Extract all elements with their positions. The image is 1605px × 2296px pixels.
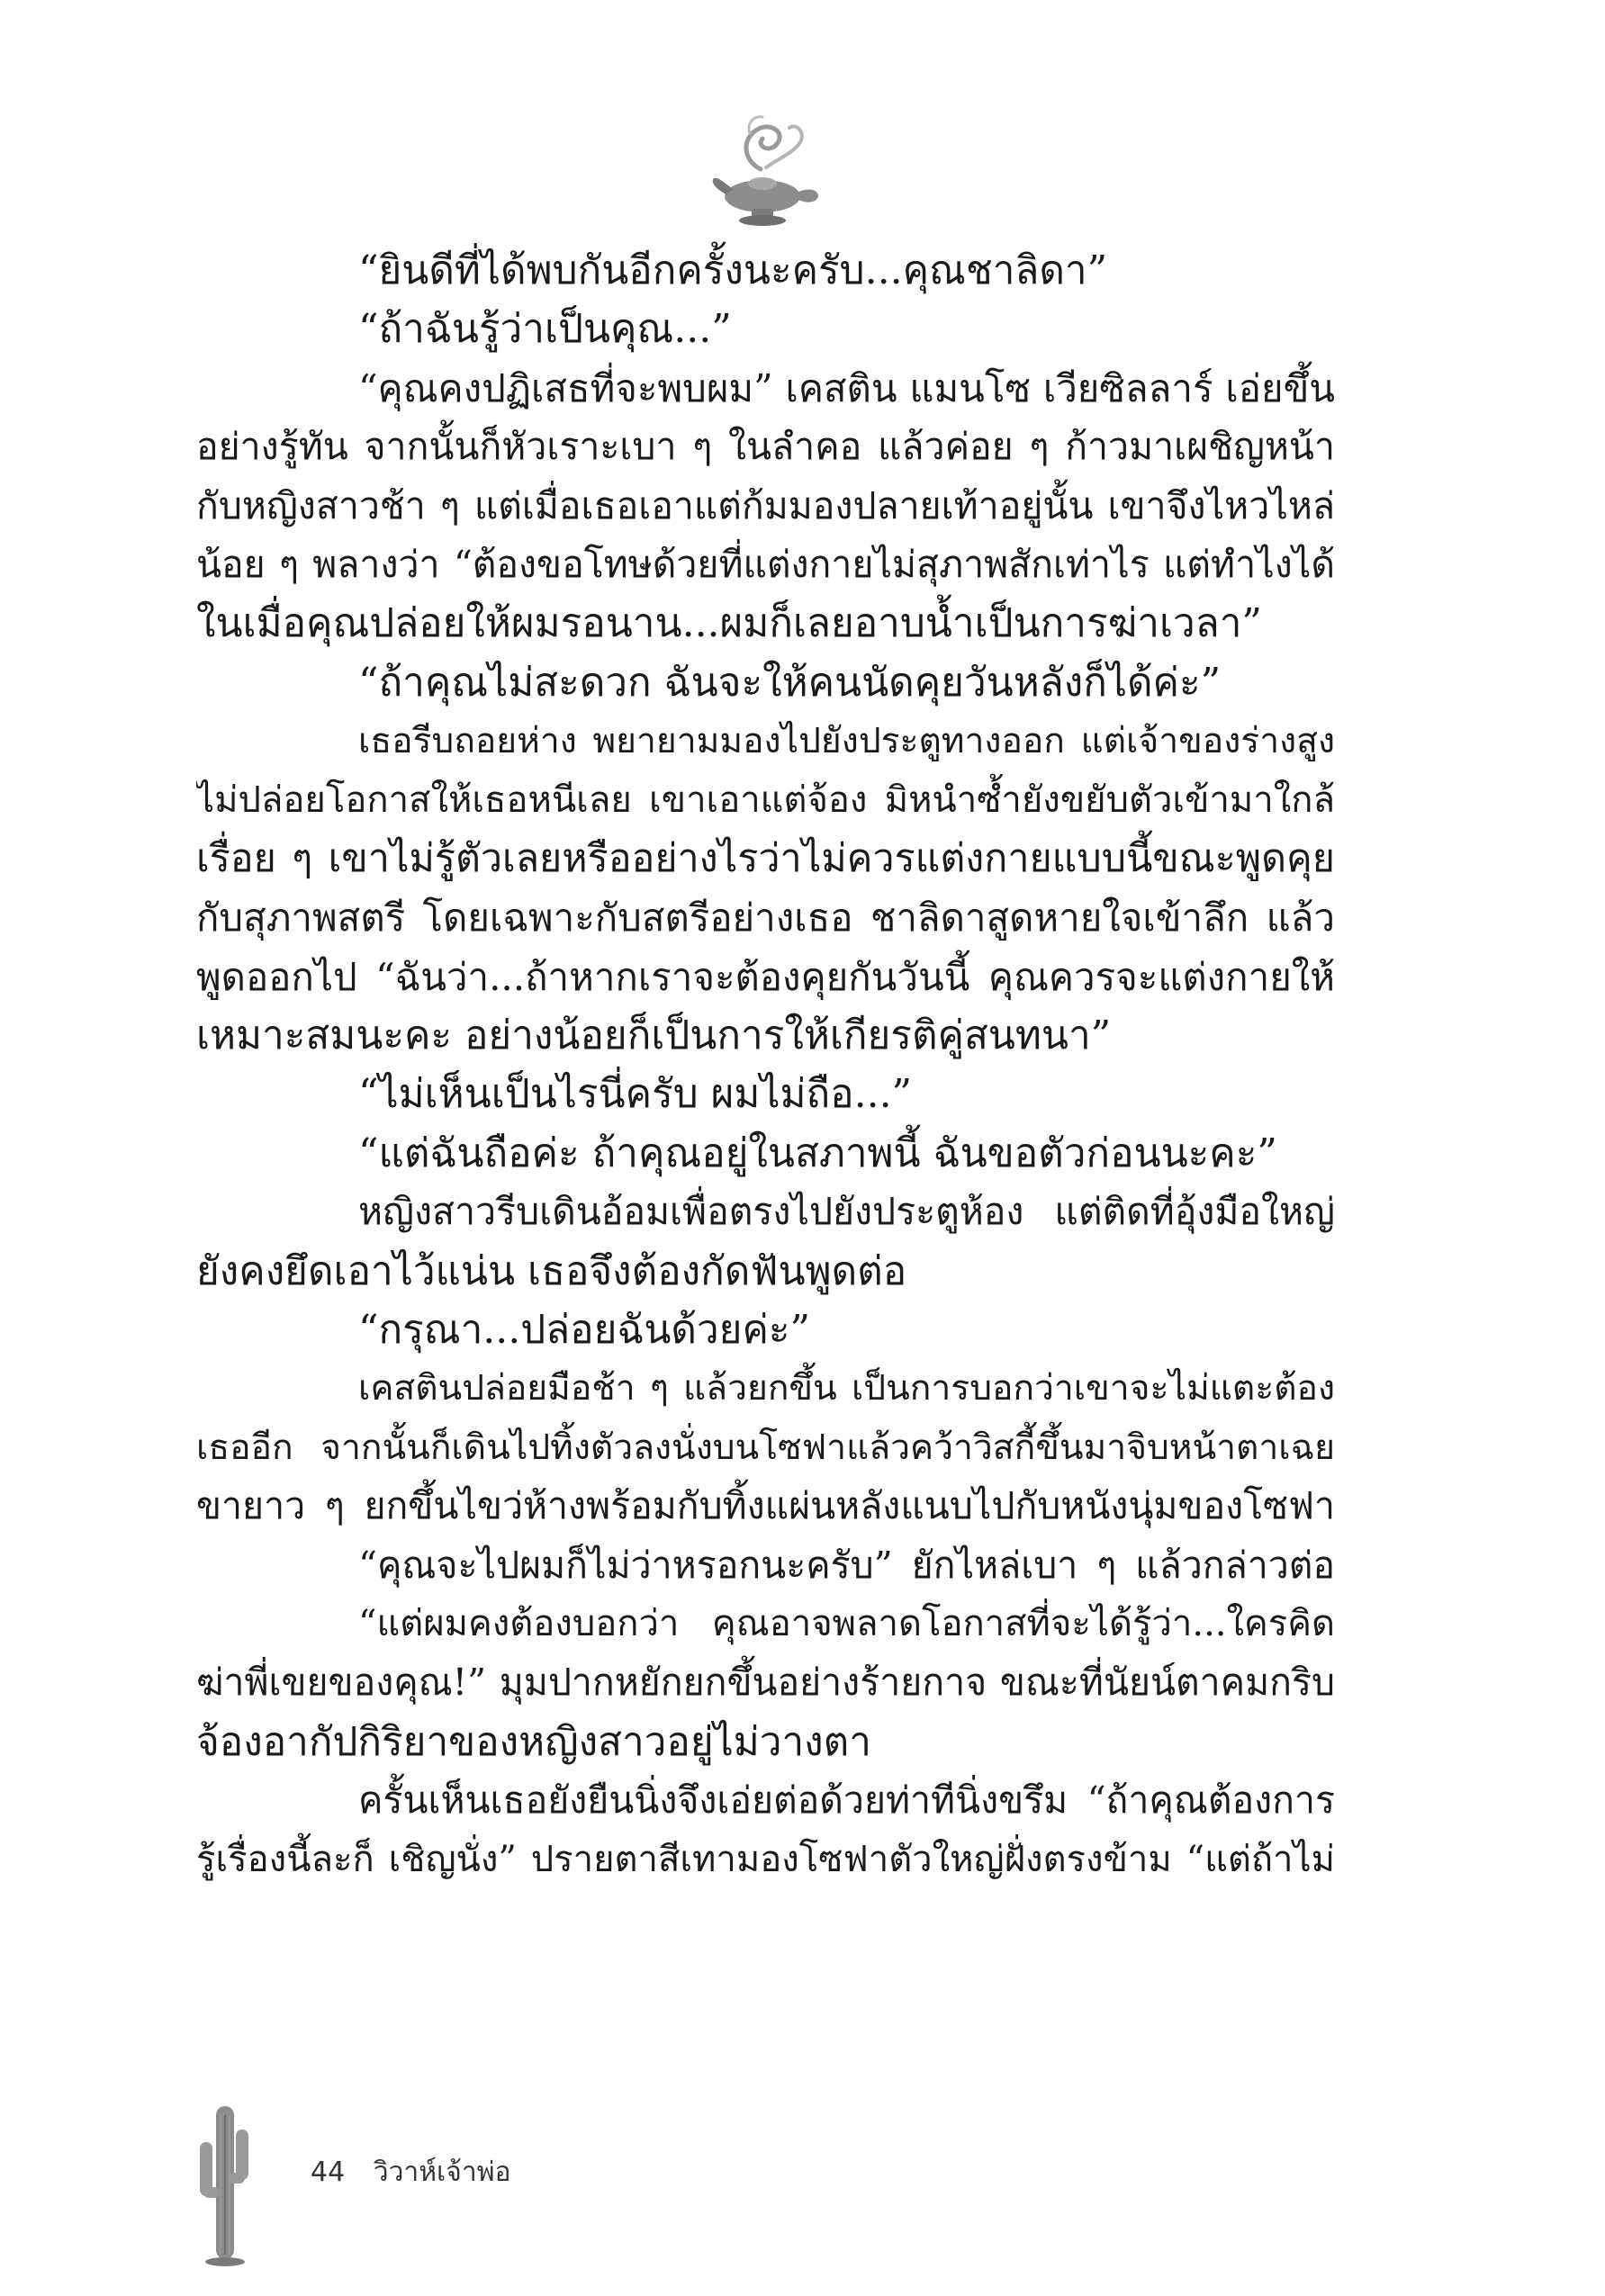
page-number: 44 bbox=[311, 2156, 346, 2188]
text-line: เหมาะสมนะคะ อย่างน้อยก็เป็นการให้เกียรติคู่สนทนา” bbox=[196, 1013, 1112, 1059]
text-line: เรื่อย ๆ เขาไม่รู้ตัวเลยหรืออย่างไรว่าไม่ควรแต่งกายแบบนี้ขณะพูดคุย bbox=[196, 835, 1335, 881]
text-line: ยังคงยึดเอาไว้แน่น เธอจึงต้องกัดฟันพูดต่อ bbox=[196, 1247, 907, 1294]
body-text bbox=[196, 241, 1335, 1889]
text-line: “แต่ผมคงต้องบอกว่า คุณอาจพลาดโอกาสที่จะได้รู้ว่า...ใครคิด bbox=[358, 1602, 1335, 1644]
text-line: “ถ้าคุณไม่สะดวก ฉันจะให้คนนัดคุยวันหลังก็ได้ค่ะ” bbox=[358, 659, 1222, 706]
text-line: จ้องอากัปกิริยาของหญิงสาวอยู่ไม่วางตา bbox=[196, 1718, 871, 1765]
text-line: “คุณคงปฏิเสธที่จะพบผม” เคสติน แมนโซ เวียซิลลาร์ เอ่ยขึ้น bbox=[358, 365, 1335, 410]
text-line: น้อย ๆ พลางว่า “ต้องขอโทษด้วยที่แต่งกายไม่สุภาพสักเท่าไร แต่ทำไงได้ bbox=[196, 542, 1335, 586]
text-line: “แต่ฉันถือค่ะ ถ้าคุณอยู่ในสภาพนี้ ฉันขอตัวก่อนนะคะ” bbox=[358, 1130, 1277, 1176]
text-line: “กรุณา...ปล่อยฉันด้วยค่ะ” bbox=[358, 1307, 811, 1354]
page-footer bbox=[311, 2151, 511, 2193]
text-line: พูดออกไป “ฉันว่า...ถ้าหากเราจะต้องคุยกันวันนี้ คุณควรจะแต่งกายให้ bbox=[196, 954, 1335, 999]
text-line: เธออีก จากนั้นก็เดินไปทิ้งตัวลงนั่งบนโซฟาแล้วคว้าวิสกี้ขึ้นมาจิบหน้าตาเฉย bbox=[196, 1427, 1335, 1468]
genie-lamp-icon bbox=[707, 106, 824, 232]
text-line: หญิงสาวรีบเดินอ้อมเพื่อตรงไปยังประตูห้อง แต่ติดที่อุ้งมือใหญ่ bbox=[358, 1190, 1335, 1234]
text-line: “ยินดีที่ได้พบกันอีกครั้งนะครับ...คุณชาลิดา” bbox=[358, 248, 1108, 293]
text-line: ฆ่าพี่เขยของคุณ!” มุมปากหยักยกขึ้นอย่างร้ายกาจ ขณะที่นัยน์ตาคมกริบ bbox=[196, 1661, 1335, 1705]
text-line: รู้เรื่องนี้ละก็ เชิญนั่ง” ปรายตาสีเทามองโซฟาตัวใหญ่ฝั่งตรงข้าม “แต่ถ้าไม่ bbox=[196, 1838, 1335, 1880]
text-line: “คุณจะไปผมก็ไม่ว่าหรอกนะครับ” ยักไหล่เบา ๆ แล้วกล่าวต่อ bbox=[358, 1543, 1335, 1587]
text-line: อย่างรู้ทัน จากนั้นก็หัวเราะเบา ๆ ในลำคอ แล้วค่อย ๆ ก้าวมาเผชิญหน้า bbox=[196, 425, 1335, 469]
text-line: “ไม่เห็นเป็นไรนี่ครับ ผมไม่ถือ...” bbox=[358, 1071, 913, 1118]
text-line: เธอรีบถอยห่าง พยายามมองไปยังประตูทางออก แต่เจ้าของร่างสูง bbox=[358, 721, 1335, 762]
text-line: “ถ้าฉันรู้ว่าเป็นคุณ...” bbox=[358, 306, 732, 353]
cactus-icon bbox=[196, 2097, 252, 2268]
text-line: ขายาว ๆ ยกขึ้นไขว่ห้างพร้อมกับทิ้งแผ่นหลังแนบไปกับหนังนุ่มของโซฟา bbox=[196, 1484, 1335, 1528]
text-line: ครั้นเห็นเธอยังยืนนิ่งจึงเอ่ยต่อด้วยท่าทีนิ่งขรึม “ถ้าคุณต้องการ bbox=[358, 1778, 1335, 1823]
book-title: วิวาห์เจ้าพ่อ bbox=[373, 2156, 511, 2188]
text-line: ในเมื่อคุณปล่อยให้ผมรอนาน...ผมก็เลยอาบน้ำเป็นการฆ่าเวลา” bbox=[196, 600, 1262, 647]
text-line: ไม่ปล่อยโอกาสให้เธอหนีเลย เขาเอาแต่จ้อง มิหนำซ้ำยังขยับตัวเข้ามาใกล้ bbox=[196, 779, 1335, 821]
text-line: เคสตินปล่อยมือช้า ๆ แล้วยกขึ้น เป็นการบอกว่าเขาจะไม่แตะต้อง bbox=[358, 1368, 1335, 1409]
text-line: กับสุภาพสตรี โดยเฉพาะกับสตรีอย่างเธอ ชาลิดาสูดหายใจเข้าลึก แล้ว bbox=[196, 896, 1335, 941]
text-line: กับหญิงสาวช้า ๆ แต่เมื่อเธอเอาแต่ก้มมองปลายเท้าอยู่นั้น เขาจึงไหวไหล่ bbox=[196, 483, 1335, 527]
